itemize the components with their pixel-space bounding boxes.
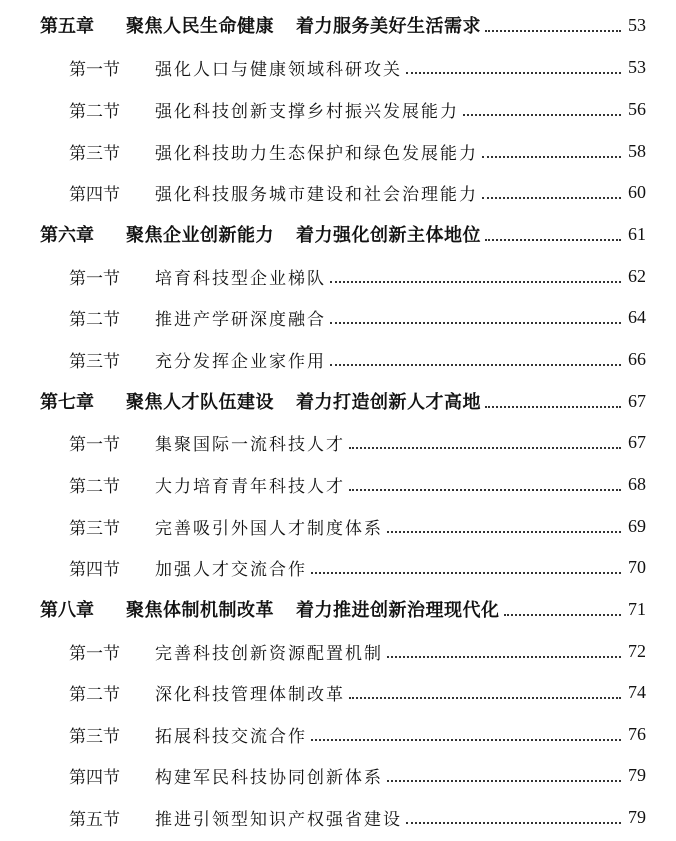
toc-section[interactable] [0,802,676,832]
dot-leader [330,321,621,324]
toc-section[interactable] [0,511,676,541]
toc-chapter-5[interactable] [0,10,676,40]
toc-chapter-7[interactable] [0,386,676,416]
section-title: 培育科技型企业梯队 [155,268,326,289]
dot-leader [485,29,621,32]
page-number: 67 [628,431,646,452]
page-number: 60 [628,181,646,202]
section-number: 第二节 [69,101,120,122]
toc-section[interactable] [0,719,676,749]
dot-leader [349,488,621,491]
section-title: 完善吸引外国人才制度体系 [155,518,383,539]
section-title: 推进产学研深度融合 [155,309,326,330]
dot-leader [330,363,621,366]
dot-leader [311,738,621,741]
page-number: 67 [628,390,646,411]
dot-leader [387,530,621,533]
page-number: 72 [628,640,646,661]
dot-leader [482,155,621,158]
chapter-title-main: 聚焦人才队伍建设 [126,392,274,413]
chapter-number: 第六章 [40,225,94,246]
toc-section[interactable] [0,52,676,82]
chapter-number: 第七章 [40,392,94,413]
toc-section[interactable] [0,136,676,166]
section-number: 第一节 [69,643,120,664]
page-number: 61 [628,223,646,244]
toc-section[interactable] [0,469,676,499]
section-number: 第三节 [69,143,120,164]
page-number: 71 [628,598,646,619]
section-title: 集聚国际一流科技人才 [155,434,345,455]
section-title: 推进引领型知识产权强省建设 [155,809,402,830]
section-number: 第一节 [69,59,120,80]
page-number: 64 [628,306,646,327]
dot-leader [387,779,621,782]
section-title: 大力培育青年科技人才 [155,476,345,497]
page-number: 69 [628,515,646,536]
dot-leader [463,113,621,116]
section-title: 强化科技创新支撑乡村振兴发展能力 [155,101,459,122]
section-title: 加强人才交流合作 [155,559,307,580]
page-number: 76 [628,723,646,744]
section-number: 第四节 [69,559,120,580]
section-title: 拓展科技交流合作 [155,726,307,747]
page-number: 66 [628,348,646,369]
page-number: 58 [628,140,646,161]
chapter-number: 第八章 [40,600,94,621]
dot-leader [311,571,621,574]
section-title: 构建军民科技协同创新体系 [155,767,383,788]
dot-leader [330,280,621,283]
toc-section[interactable] [0,636,676,666]
page-number: 79 [628,764,646,785]
chapter-title-main: 聚焦企业创新能力 [126,225,274,246]
dot-leader [482,196,621,199]
section-title: 充分发挥企业家作用 [155,351,326,372]
toc-section[interactable] [0,677,676,707]
section-number: 第三节 [69,518,120,539]
section-number: 第二节 [69,476,120,497]
chapter-title-sub: 着力服务美好生活需求 [296,16,481,37]
chapter-title-sub: 着力推进创新治理现代化 [296,600,500,621]
toc-section[interactable] [0,552,676,582]
toc-section[interactable] [0,94,676,124]
section-title: 强化科技助力生态保护和绿色发展能力 [155,143,478,164]
chapter-number: 第五章 [40,16,94,37]
section-number: 第一节 [69,268,120,289]
dot-leader [485,405,621,408]
section-title: 强化人口与健康领域科研攻关 [155,59,402,80]
toc-chapter-8[interactable] [0,594,676,624]
page-number: 53 [628,56,646,77]
section-number: 第三节 [69,351,120,372]
dot-leader [349,446,621,449]
chapter-title-sub: 着力打造创新人才高地 [296,392,481,413]
toc-section[interactable] [0,427,676,457]
page-number: 79 [628,806,646,827]
toc-section[interactable] [0,302,676,332]
chapter-title-sub: 着力强化创新主体地位 [296,225,481,246]
section-title: 深化科技管理体制改革 [155,684,345,705]
page-number: 56 [628,98,646,119]
dot-leader [406,821,621,824]
toc-section[interactable] [0,261,676,291]
dot-leader [349,696,621,699]
page-number: 68 [628,473,646,494]
page-number: 62 [628,265,646,286]
section-number: 第二节 [69,684,120,705]
section-number: 第三节 [69,726,120,747]
dot-leader [387,655,621,658]
toc-section[interactable] [0,760,676,790]
toc-section[interactable] [0,177,676,207]
chapter-title-main: 聚焦体制机制改革 [126,600,274,621]
section-number: 第一节 [69,434,120,455]
dot-leader [504,613,622,616]
dot-leader [406,71,621,74]
page-number: 74 [628,681,646,702]
section-number: 第二节 [69,309,120,330]
page-number: 70 [628,556,646,577]
section-number: 第四节 [69,767,120,788]
page-number: 53 [628,14,646,35]
chapter-title-main: 聚焦人民生命健康 [126,16,274,37]
toc-section[interactable] [0,344,676,374]
dot-leader [485,238,621,241]
section-title: 完善科技创新资源配置机制 [155,643,383,664]
section-number: 第五节 [69,809,120,830]
toc-chapter-6[interactable] [0,219,676,249]
section-number: 第四节 [69,184,120,205]
section-title: 强化科技服务城市建设和社会治理能力 [155,184,478,205]
